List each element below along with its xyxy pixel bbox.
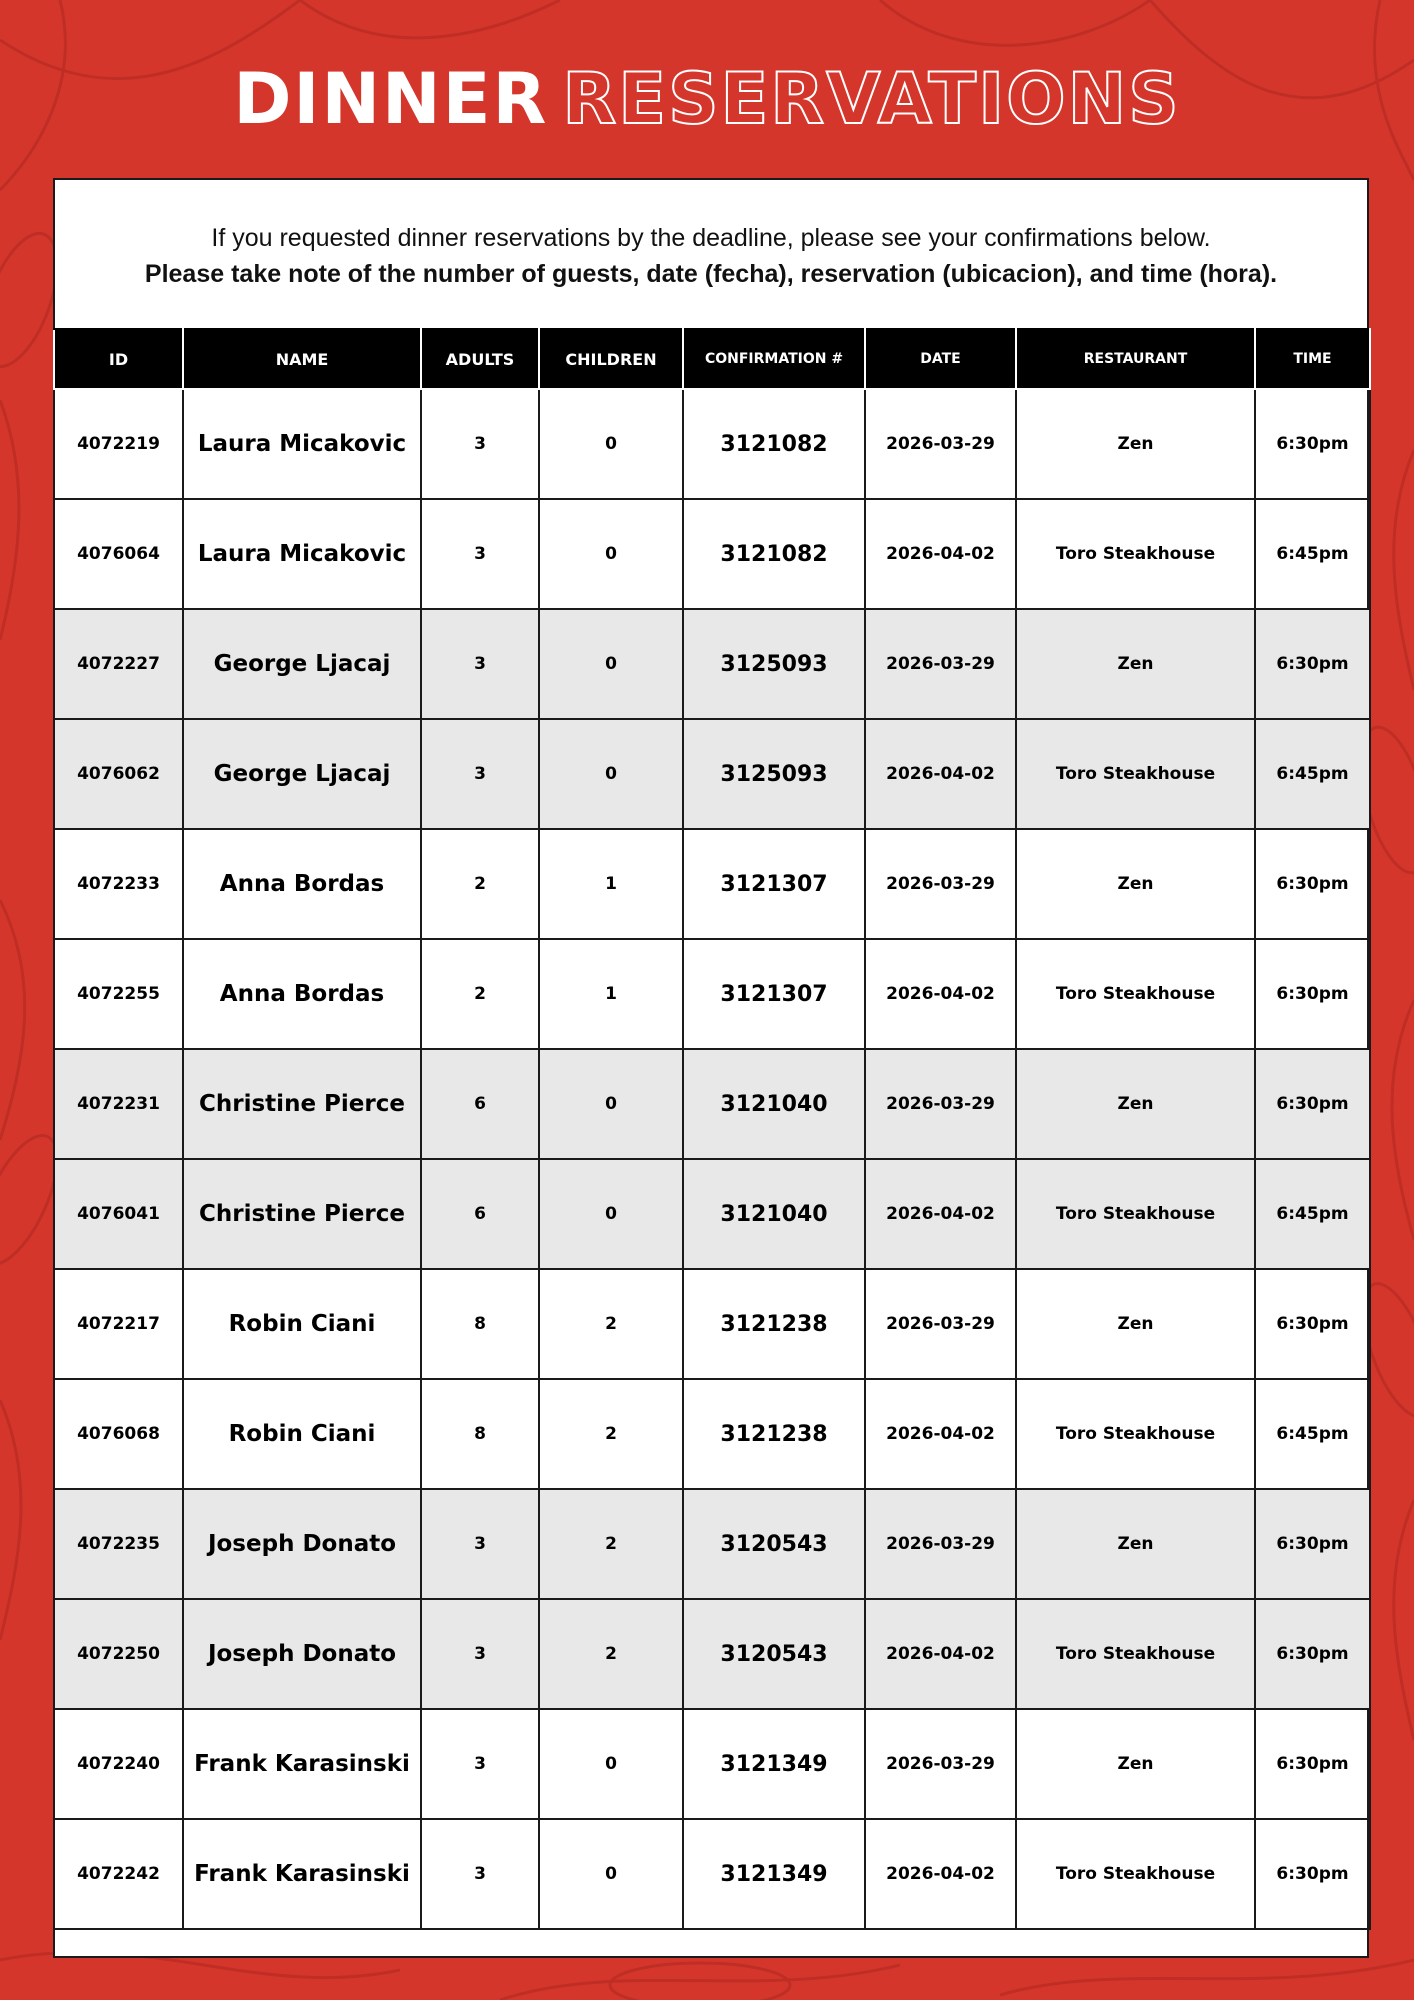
cell-time: 6:30pm — [1255, 1049, 1370, 1159]
header-restaurant: RESTAURANT — [1016, 329, 1255, 389]
cell-id: 4076068 — [54, 1379, 183, 1489]
cell-adults: 8 — [421, 1379, 539, 1489]
header-date: DATE — [865, 329, 1016, 389]
cell-children: 0 — [539, 499, 683, 609]
cell-id: 4076064 — [54, 499, 183, 609]
title-dinner: DINNER — [233, 58, 549, 140]
cell-adults: 3 — [421, 1489, 539, 1599]
cell-name: Joseph Donato — [183, 1599, 421, 1709]
cell-children: 2 — [539, 1599, 683, 1709]
intro-line-2: Please take note of the number of guests, date (fecha), reservation (ubicacion), and time (hora). — [144, 260, 1278, 288]
cell-id: 4072231 — [54, 1049, 183, 1159]
cell-adults: 3 — [421, 389, 539, 499]
cell-name: Anna Bordas — [183, 829, 421, 939]
cell-confirmation: 3121349 — [683, 1819, 865, 1929]
cell-id: 4076062 — [54, 719, 183, 829]
cell-confirmation: 3121307 — [683, 939, 865, 1049]
header-children: CHILDREN — [539, 329, 683, 389]
cell-id: 4072242 — [54, 1819, 183, 1929]
cell-id: 4072233 — [54, 829, 183, 939]
cell-id: 4072240 — [54, 1709, 183, 1819]
title-reservations: RESERVATIONS — [562, 58, 1181, 140]
cell-children: 0 — [539, 1709, 683, 1819]
cell-time: 6:45pm — [1255, 1379, 1370, 1489]
cell-children: 2 — [539, 1489, 683, 1599]
cell-id: 4072217 — [54, 1269, 183, 1379]
cell-name: Frank Karasinski — [183, 1819, 421, 1929]
cell-date: 2026-04-02 — [865, 719, 1016, 829]
table-row — [54, 389, 1370, 499]
cell-confirmation: 3121238 — [683, 1379, 865, 1489]
cell-children: 0 — [539, 1819, 683, 1929]
cell-confirmation: 3121349 — [683, 1709, 865, 1819]
cell-id: 4072227 — [54, 609, 183, 719]
cell-date: 2026-04-02 — [865, 1819, 1016, 1929]
cell-name: Robin Ciani — [183, 1269, 421, 1379]
cell-children: 2 — [539, 1269, 683, 1379]
cell-date: 2026-03-29 — [865, 829, 1016, 939]
table-row — [54, 829, 1370, 939]
intro-text — [55, 220, 1367, 292]
cell-id: 4076041 — [54, 1159, 183, 1269]
cell-time: 6:30pm — [1255, 939, 1370, 1049]
cell-adults: 2 — [421, 829, 539, 939]
header-name: NAME — [183, 329, 421, 389]
cell-date: 2026-04-02 — [865, 499, 1016, 609]
cell-confirmation: 3121040 — [683, 1049, 865, 1159]
table-row — [54, 1049, 1370, 1159]
table-row — [54, 1599, 1370, 1709]
cell-adults: 3 — [421, 1819, 539, 1929]
cell-date: 2026-04-02 — [865, 1379, 1016, 1489]
page-title — [0, 54, 1414, 144]
cell-confirmation: 3121238 — [683, 1269, 865, 1379]
cell-adults: 6 — [421, 1049, 539, 1159]
cell-restaurant: Zen — [1016, 1269, 1255, 1379]
header-adults: ADULTS — [421, 329, 539, 389]
cell-name: Christine Pierce — [183, 1159, 421, 1269]
cell-name: Laura Micakovic — [183, 389, 421, 499]
cell-children: 0 — [539, 609, 683, 719]
cell-restaurant: Zen — [1016, 1489, 1255, 1599]
cell-restaurant: Toro Steakhouse — [1016, 1599, 1255, 1709]
cell-time: 6:30pm — [1255, 1819, 1370, 1929]
table-row — [54, 1489, 1370, 1599]
table-body — [54, 389, 1370, 1929]
reservations-card — [53, 178, 1369, 1958]
cell-time: 6:45pm — [1255, 1159, 1370, 1269]
cell-restaurant: Toro Steakhouse — [1016, 719, 1255, 829]
table-header-row — [54, 329, 1370, 389]
cell-children: 0 — [539, 1159, 683, 1269]
cell-name: George Ljacaj — [183, 719, 421, 829]
cell-confirmation: 3121040 — [683, 1159, 865, 1269]
cell-name: Frank Karasinski — [183, 1709, 421, 1819]
table-row — [54, 1709, 1370, 1819]
cell-restaurant: Zen — [1016, 1049, 1255, 1159]
table-row — [54, 499, 1370, 609]
cell-time: 6:30pm — [1255, 1269, 1370, 1379]
cell-adults: 2 — [421, 939, 539, 1049]
cell-restaurant: Toro Steakhouse — [1016, 939, 1255, 1049]
cell-date: 2026-03-29 — [865, 609, 1016, 719]
cell-children: 0 — [539, 389, 683, 499]
cell-adults: 3 — [421, 499, 539, 609]
cell-children: 0 — [539, 1049, 683, 1159]
cell-name: Anna Bordas — [183, 939, 421, 1049]
cell-date: 2026-03-29 — [865, 389, 1016, 499]
table-row — [54, 1819, 1370, 1929]
table-row — [54, 1379, 1370, 1489]
cell-id: 4072235 — [54, 1489, 183, 1599]
cell-adults: 3 — [421, 1709, 539, 1819]
cell-id: 4072250 — [54, 1599, 183, 1709]
cell-name: Robin Ciani — [183, 1379, 421, 1489]
cell-name: Laura Micakovic — [183, 499, 421, 609]
cell-date: 2026-03-29 — [865, 1489, 1016, 1599]
cell-date: 2026-03-29 — [865, 1269, 1016, 1379]
cell-time: 6:30pm — [1255, 1709, 1370, 1819]
cell-name: Christine Pierce — [183, 1049, 421, 1159]
cell-restaurant: Toro Steakhouse — [1016, 1379, 1255, 1489]
cell-confirmation: 3121082 — [683, 389, 865, 499]
cell-time: 6:30pm — [1255, 609, 1370, 719]
cell-restaurant: Toro Steakhouse — [1016, 1819, 1255, 1929]
cell-date: 2026-04-02 — [865, 1159, 1016, 1269]
cell-restaurant: Zen — [1016, 389, 1255, 499]
header-confirmation: CONFIRMATION # — [683, 329, 865, 389]
table-row — [54, 719, 1370, 829]
cell-adults: 6 — [421, 1159, 539, 1269]
cell-confirmation: 3125093 — [683, 609, 865, 719]
cell-children: 1 — [539, 939, 683, 1049]
cell-restaurant: Toro Steakhouse — [1016, 1159, 1255, 1269]
reservations-table — [53, 328, 1371, 1930]
cell-time: 6:30pm — [1255, 389, 1370, 499]
cell-children: 2 — [539, 1379, 683, 1489]
cell-id: 4072255 — [54, 939, 183, 1049]
cell-id: 4072219 — [54, 389, 183, 499]
intro-line-1: If you requested dinner reservations by the deadline, please see your confirmations below. — [211, 224, 1211, 252]
header-id: ID — [54, 329, 183, 389]
table-row — [54, 939, 1370, 1049]
cell-restaurant: Zen — [1016, 609, 1255, 719]
cell-confirmation: 3120543 — [683, 1599, 865, 1709]
cell-date: 2026-03-29 — [865, 1709, 1016, 1819]
header-time: TIME — [1255, 329, 1370, 389]
cell-restaurant: Zen — [1016, 1709, 1255, 1819]
cell-time: 6:30pm — [1255, 1599, 1370, 1709]
cell-adults: 3 — [421, 719, 539, 829]
cell-confirmation: 3125093 — [683, 719, 865, 829]
cell-date: 2026-04-02 — [865, 1599, 1016, 1709]
cell-children: 0 — [539, 719, 683, 829]
table-row — [54, 1159, 1370, 1269]
cell-confirmation: 3121082 — [683, 499, 865, 609]
cell-confirmation: 3121307 — [683, 829, 865, 939]
cell-adults: 3 — [421, 609, 539, 719]
cell-name: Joseph Donato — [183, 1489, 421, 1599]
cell-restaurant: Zen — [1016, 829, 1255, 939]
cell-confirmation: 3120543 — [683, 1489, 865, 1599]
cell-restaurant: Toro Steakhouse — [1016, 499, 1255, 609]
cell-time: 6:45pm — [1255, 719, 1370, 829]
table-row — [54, 609, 1370, 719]
cell-date: 2026-03-29 — [865, 1049, 1016, 1159]
cell-adults: 3 — [421, 1599, 539, 1709]
table-row — [54, 1269, 1370, 1379]
cell-children: 1 — [539, 829, 683, 939]
cell-adults: 8 — [421, 1269, 539, 1379]
cell-name: George Ljacaj — [183, 609, 421, 719]
cell-time: 6:30pm — [1255, 1489, 1370, 1599]
cell-time: 6:45pm — [1255, 499, 1370, 609]
cell-time: 6:30pm — [1255, 829, 1370, 939]
cell-date: 2026-04-02 — [865, 939, 1016, 1049]
